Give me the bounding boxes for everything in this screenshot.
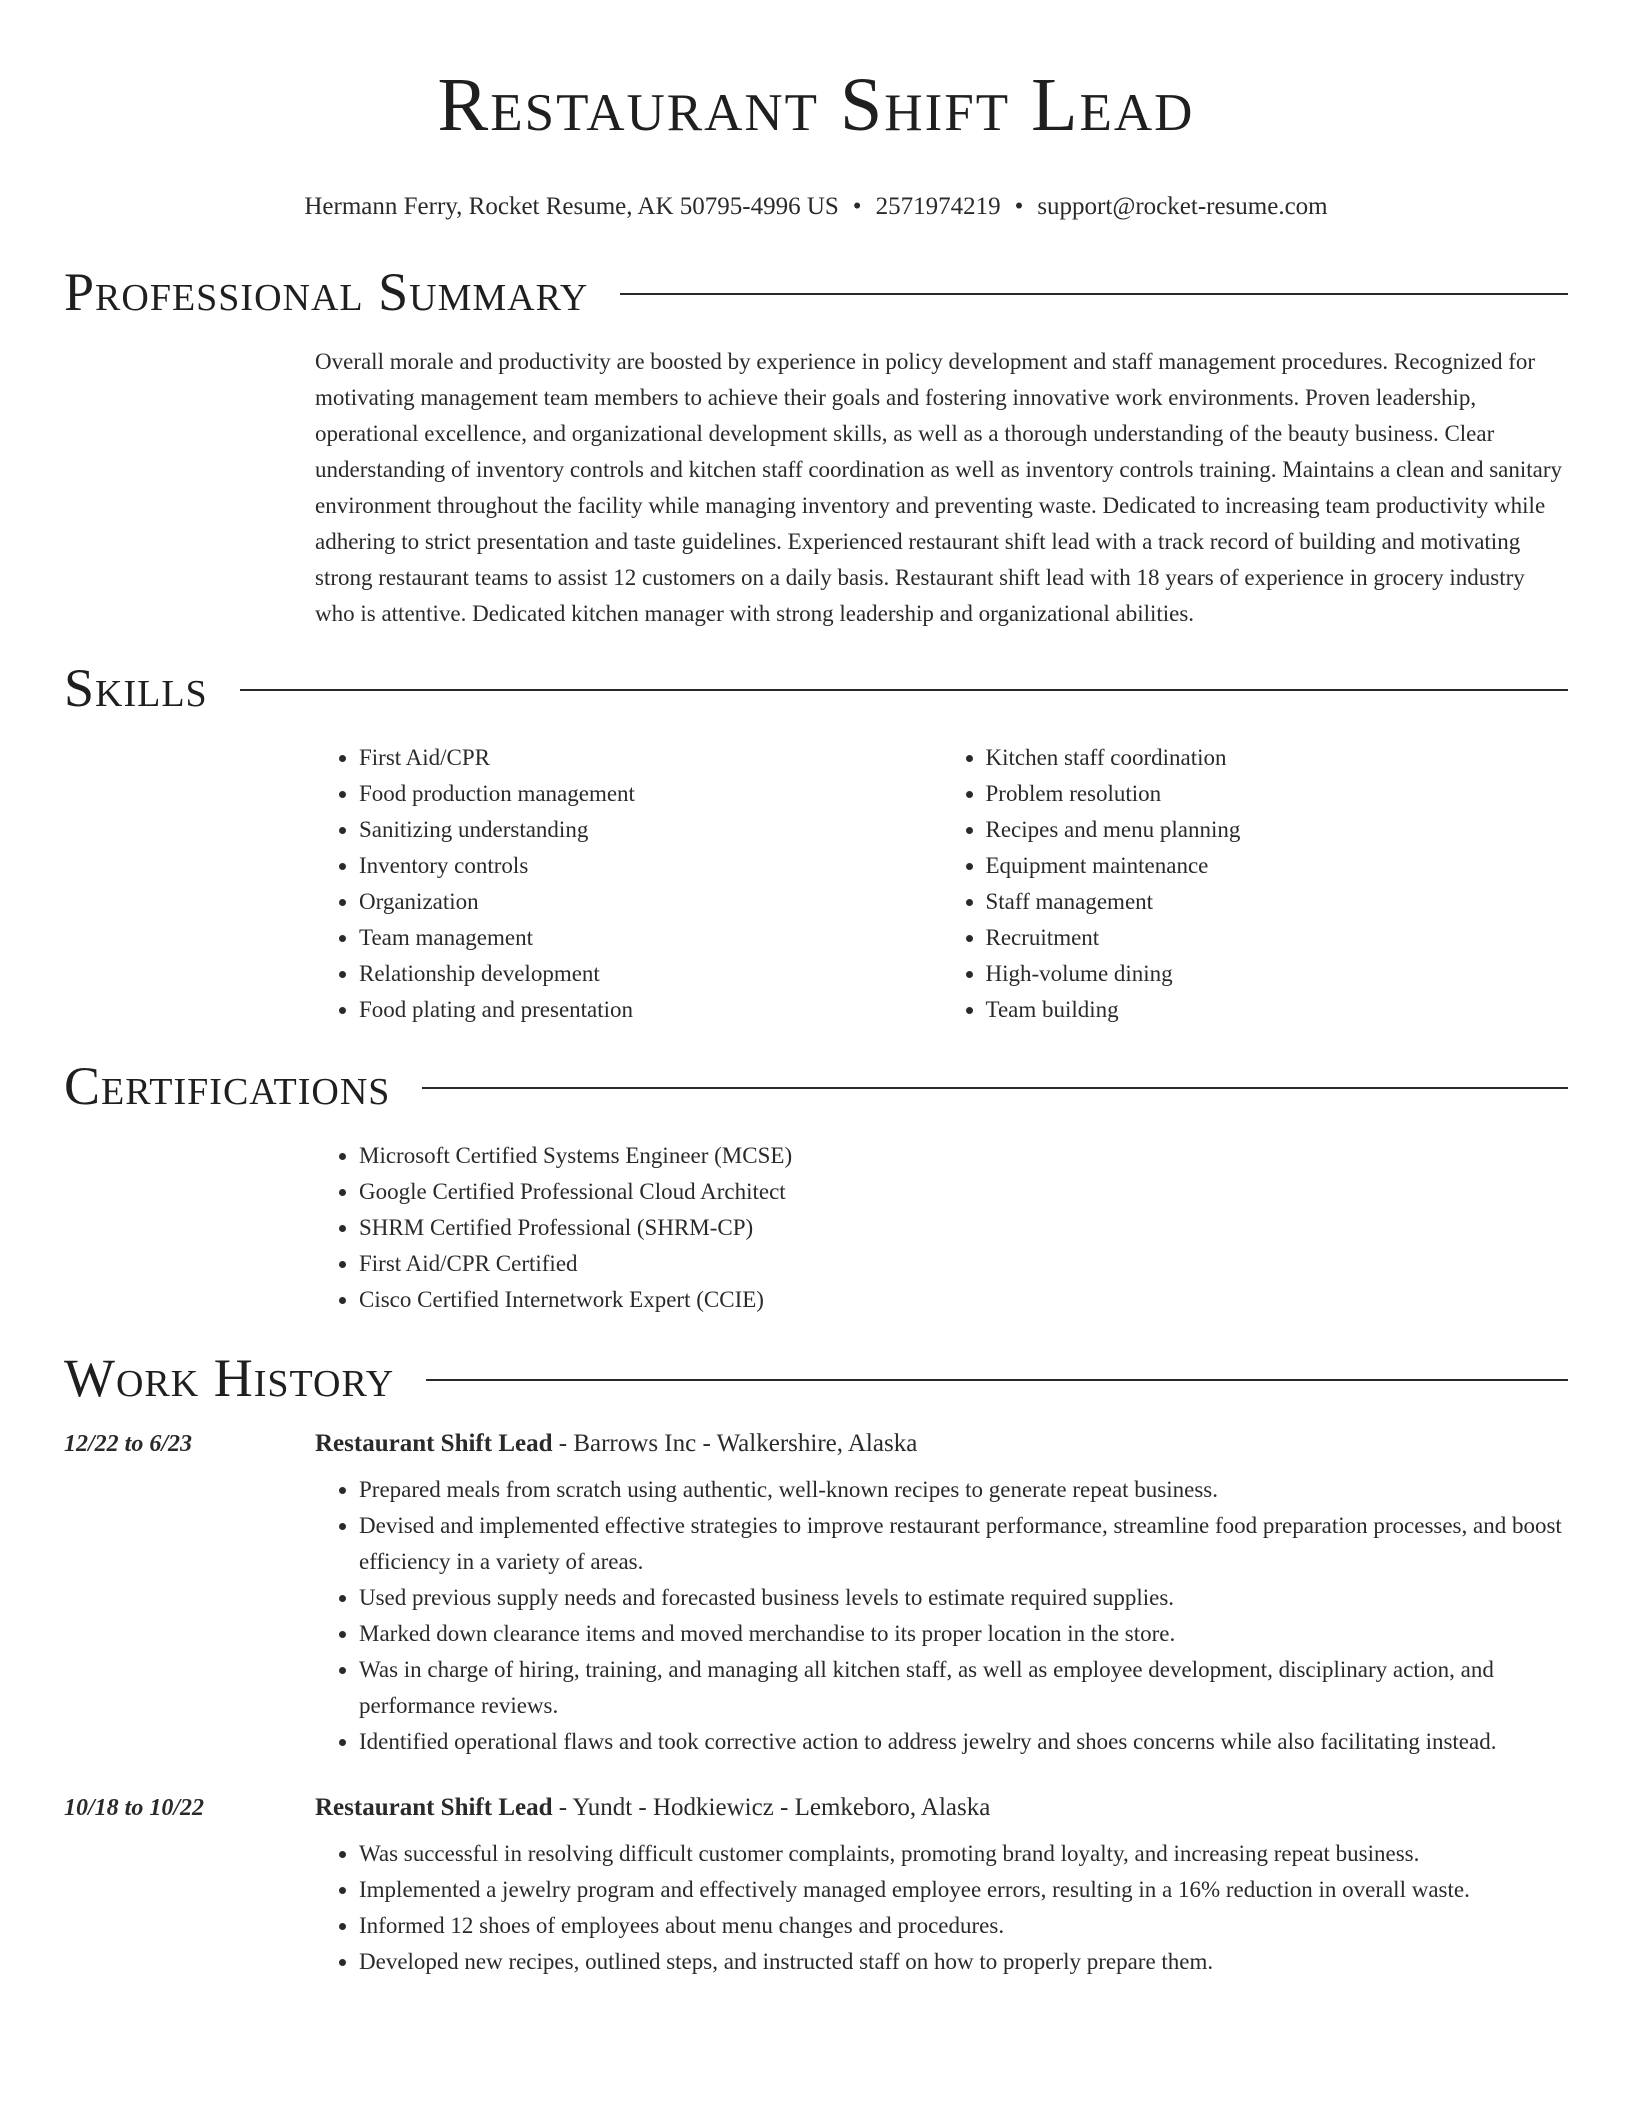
skill-item: • Staff management (986, 884, 1569, 920)
certification-item: • First Aid/CPR Certified (359, 1246, 1568, 1282)
section-header-summary (64, 262, 1568, 322)
certification-item: • Cisco Certified Internetwork Expert (CCIE) (359, 1282, 1568, 1318)
job-bullet-list (315, 1472, 1568, 1760)
certification-item: • Google Certified Professional Cloud Architect (359, 1174, 1568, 1210)
skill-item: • Equipment maintenance (986, 848, 1569, 884)
certifications-body (315, 1138, 1568, 1318)
job-dates: 12/22 to 6/23 (64, 1431, 193, 1457)
certifications-list (315, 1138, 1568, 1318)
contact-separator: • (852, 193, 862, 220)
skill-item: • First Aid/CPR (359, 740, 942, 776)
job-entry-header (64, 1794, 1568, 1822)
skill-item: • Recruitment (986, 920, 1569, 956)
skills-list-right (942, 740, 1569, 1028)
skills-body (315, 740, 1568, 1028)
contact-line (64, 192, 1568, 222)
skill-item: • Organization (359, 884, 942, 920)
job-title: Restaurant Shift Lead (315, 1794, 553, 1821)
job-employer-location: - Yundt - Hodkiewicz - Lemkeboro, Alaska (552, 1794, 991, 1821)
summary-body (315, 344, 1568, 632)
section-title-skills: Skills (64, 658, 208, 718)
section-title-certifications: Certifications (64, 1056, 391, 1116)
skill-item: • Team management (359, 920, 942, 956)
section-header-work-history (64, 1348, 1568, 1408)
skill-item: • Food plating and presentation (359, 992, 942, 1028)
skill-item: • Sanitizing understanding (359, 812, 942, 848)
contact-phone: 2571974219 (875, 193, 1001, 220)
job-bullet-list (315, 1836, 1568, 1980)
job-bullet: • Was successful in resolving difficult customer complaints, promoting brand loyalty, and increasing repeat business. (359, 1836, 1568, 1872)
job-bullet: • Developed new recipes, outlined steps, and instructed staff on how to properly prepare them. (359, 1944, 1568, 1980)
contact-address: Hermann Ferry, Rocket Resume, AK 50795-4996 US (304, 193, 839, 220)
section-title-work-history: Work History (64, 1348, 395, 1408)
section-divider (422, 1087, 1568, 1089)
job-bullet: • Used previous supply needs and forecasted business levels to estimate required supplies. (359, 1580, 1568, 1616)
skill-item: • Problem resolution (986, 776, 1569, 812)
skill-item: • Food production management (359, 776, 942, 812)
job-bullet: • Identified operational flaws and took corrective action to address jewelry and shoes concerns while also facilitating instead. (359, 1724, 1568, 1760)
job-bullet: • Devised and implemented effective strategies to improve restaurant performance, streamline food preparation processes, and boost efficiency in a variety of areas. (359, 1508, 1568, 1580)
section-title-summary: Professional Summary (64, 262, 589, 322)
section-divider (426, 1379, 1568, 1381)
job-role-line (315, 1794, 990, 1822)
job-title: Restaurant Shift Lead (315, 1430, 553, 1457)
job-bullets (315, 1472, 1568, 1760)
skill-item: • Relationship development (359, 956, 942, 992)
skills-list-left (315, 740, 942, 1028)
job-bullet: • Marked down clearance items and moved merchandise to its proper location in the store. (359, 1616, 1568, 1652)
job-bullet: • Implemented a jewelry program and effectively managed employee errors, resulting in a 16% reduction in overall waste. (359, 1872, 1568, 1908)
summary-text: Overall morale and productivity are boosted by experience in policy development and staff management procedures. Recognized for motivating management team members to achieve their goals and fostering innovative work environments. Proven leadership, operational excellence, and organizational development skills, as well as a thorough understanding of the beauty business. Clear understanding of inventory controls and kitchen staff coordination as well as inventory controls training. Maintains a clean and sanitary environment throughout the facility while managing inventory and preventing waste. Dedicated to increasing team productivity while adhering to strict presentation and taste guidelines. Experienced restaurant shift lead with a track record of building and motivating strong restaurant teams to assist 12 customers on a daily basis. Restaurant shift lead with 18 years of experience in grocery industry who is attentive. Dedicated kitchen manager with strong leadership and organizational abilities. (315, 349, 1562, 626)
certification-item: • SHRM Certified Professional (SHRM-CP) (359, 1210, 1568, 1246)
section-header-skills (64, 658, 1568, 718)
job-employer-location: - Barrows Inc - Walkershire, Alaska (552, 1430, 918, 1457)
contact-separator: • (1014, 193, 1024, 220)
resume-title: Restaurant Shift Lead (437, 63, 1195, 147)
job-bullet: • Prepared meals from scratch using authentic, well-known recipes to generate repeat business. (359, 1472, 1568, 1508)
skill-item: • Recipes and menu planning (986, 812, 1569, 848)
contact-email: support@rocket-resume.com (1037, 193, 1328, 220)
section-header-certifications (64, 1056, 1568, 1116)
skill-item: • Kitchen staff coordination (986, 740, 1569, 776)
job-dates: 10/18 to 10/22 (64, 1795, 205, 1821)
section-divider (240, 689, 1568, 691)
skill-item: • Inventory controls (359, 848, 942, 884)
job-bullet: • Was in charge of hiring, training, and managing all kitchen staff, as well as employee development, disciplinary action, and performance reviews. (359, 1652, 1568, 1724)
skill-item: • Team building (986, 992, 1569, 1028)
skills-grid (315, 740, 1568, 1028)
certification-item: • Microsoft Certified Systems Engineer (MCSE) (359, 1138, 1568, 1174)
job-entry-header (64, 1430, 1568, 1458)
section-divider (620, 293, 1568, 295)
job-bullets (315, 1836, 1568, 1980)
skill-item: • High-volume dining (986, 956, 1569, 992)
job-role-line (315, 1430, 917, 1458)
job-bullet: • Informed 12 shoes of employees about menu changes and procedures. (359, 1908, 1568, 1944)
